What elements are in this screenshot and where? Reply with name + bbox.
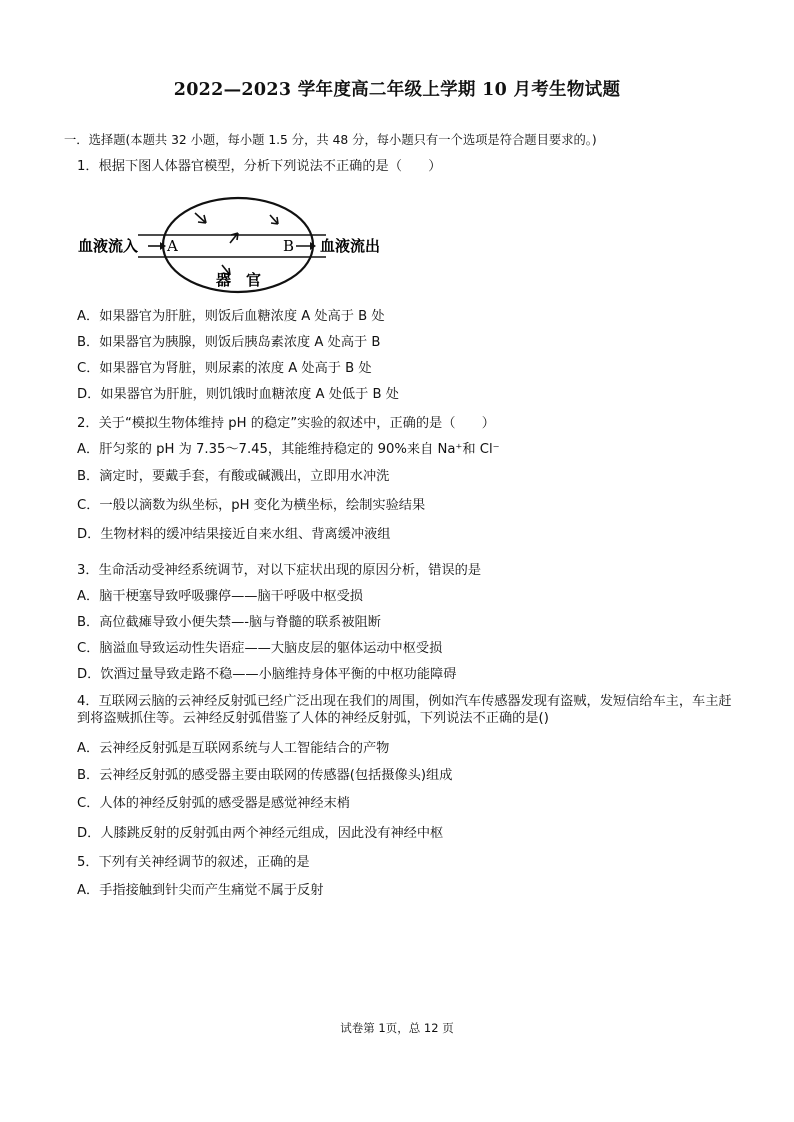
question-2-stem: 2．关于“模拟生物体维持 pH 的稳定”实验的叙述中，正确的是（ ） [77, 416, 495, 431]
question-3-option-c: C．脑溢血导致运动性失语症——大脑皮层的躯体运动中枢受损 [77, 641, 443, 656]
question-1-option-b: B．如果器官为胰腺，则饭后胰岛素浓度 A 处高于 B [77, 335, 381, 350]
question-1-option-c: C．如果器官为肾脏，则尿素的浓度 A 处高于 B 处 [77, 361, 372, 376]
question-4-stem: 4．互联网云脑的云神经反射弧已经广泛出现在我们的周围，例如汽车传感器发现有盗贼，发短信给车主，车主赶到将盗贼抓住等。云神经反射弧借鉴了人体的神经反射弧，下列说法不正确的是() [77, 694, 732, 726]
question-2-option-a: A．肝匀浆的 pH 为 7.35～7.45，其能维持稳定的 90%来自 Na⁺和 Cl⁻ [77, 442, 500, 457]
question-2-option-c: C．一般以滴数为纵坐标，pH 变化为横坐标，绘制实验结果 [77, 498, 426, 513]
question-1-stem: 1．根据下图人体器官模型，分析下列说法不正确的是（ ） [77, 159, 442, 174]
question-3-option-a: A．脑干梗塞导致呼吸骤停——脑干呼吸中枢受损 [77, 589, 363, 604]
question-2-option-d: D．生物材料的缓冲结果接近自来水组、背离缓冲液组 [77, 527, 391, 542]
question-4-option-b: B．云神经反射弧的感受器主要由联网的传感器(包括摄像头)组成 [77, 768, 453, 783]
page-footer: 试卷第 1页，总 12 页 [340, 1021, 454, 1035]
organ-blood-flow-diagram [78, 193, 388, 298]
point-a-label: A [167, 237, 178, 255]
flow-arrow-right-icon [270, 215, 278, 224]
flow-arrow-upper-icon [195, 213, 206, 223]
question-3-stem: 3．生命活动受神经系统调节，对以下症状出现的原因分析，错误的是 [77, 563, 482, 578]
question-5-stem: 5．下列有关神经调节的叙述，正确的是 [77, 855, 310, 870]
page-title: 2022—2023 学年度高二年级上学期 10 月考生物试题 [173, 80, 621, 100]
question-4-option-d: D．人膝跳反射的反射弧由两个神经元组成，因此没有神经中枢 [77, 826, 444, 841]
question-2-option-b: B．滴定时，要戴手套，有酸或碱溅出，立即用水冲洗 [77, 469, 390, 484]
question-3-option-b: B．高位截瘫导致小便失禁—-脑与脊髓的联系被阻断 [77, 615, 381, 630]
section-header: 一．选择题(本题共 32 小题，每小题 1.5 分，共 48 分，每小题只有一个选项是符合题目要求的。) [64, 133, 597, 147]
question-1-option-d: D．如果器官为肝脏，则饥饿时血糖浓度 A 处低于 B 处 [77, 387, 399, 402]
question-5-option-a: A．手指接触到针尖而产生痛觉不属于反射 [77, 883, 324, 898]
question-4-option-c: C．人体的神经反射弧的感受器是感觉神经末梢 [77, 796, 350, 811]
blood-out-label: 血液流出 [320, 237, 381, 255]
question-4-option-a: A．云神经反射弧是互联网系统与人工智能结合的产物 [77, 741, 390, 756]
question-1-option-a: A．如果器官为肝脏，则饭后血糖浓度 A 处高于 B 处 [77, 309, 385, 324]
point-b-label: B [283, 237, 295, 255]
flow-arrow-center-icon [230, 233, 238, 243]
organ-label: 器 官 [216, 271, 262, 289]
question-3-option-d: D．饮酒过量导致走路不稳——小脑维持身体平衡的中枢功能障碍 [77, 667, 457, 682]
blood-in-label: 血液流入 [78, 237, 139, 255]
